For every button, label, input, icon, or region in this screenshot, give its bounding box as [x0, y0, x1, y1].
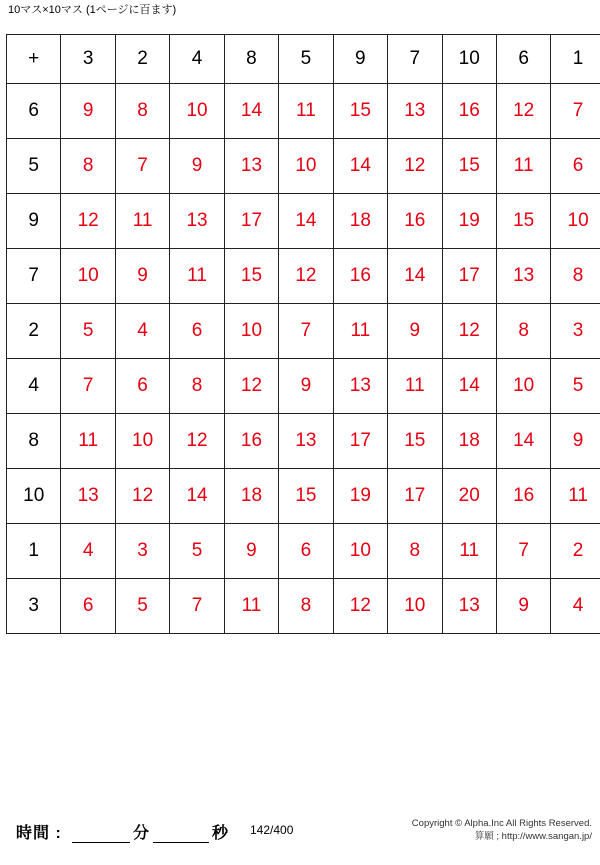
copyright-line-2: 算願 ; http://www.sangan.jp/ — [474, 830, 592, 842]
grid-table — [6, 34, 600, 634]
answer-cell: 13 — [224, 139, 278, 194]
answer-cell: 5 — [115, 579, 169, 634]
answer-cell: 13 — [279, 414, 333, 469]
answer-cell: 8 — [61, 139, 115, 194]
answer-cell: 15 — [279, 469, 333, 524]
table-row — [7, 249, 600, 304]
answer-cell: 17 — [442, 249, 496, 304]
answer-cell: 16 — [224, 414, 278, 469]
answer-cell: 4 — [551, 579, 600, 634]
row-header: 2 — [7, 304, 61, 359]
column-header: 10 — [442, 35, 496, 84]
answer-cell: 10 — [224, 304, 278, 359]
header-row — [7, 35, 600, 84]
answer-cell: 15 — [224, 249, 278, 304]
answer-cell: 13 — [333, 359, 387, 414]
column-header: 1 — [551, 35, 600, 84]
copyright-block — [412, 818, 592, 844]
row-header: 6 — [7, 84, 61, 139]
answer-cell: 13 — [442, 579, 496, 634]
table-row — [7, 359, 600, 414]
answer-cell: 11 — [442, 524, 496, 579]
answer-cell: 8 — [279, 579, 333, 634]
column-header: 2 — [115, 35, 169, 84]
operator-cell: + — [7, 35, 61, 84]
answer-cell: 17 — [388, 469, 442, 524]
page-number: 142/400 — [250, 823, 294, 837]
answer-cell: 5 — [551, 359, 600, 414]
answer-cell: 13 — [496, 249, 550, 304]
column-header: 9 — [333, 35, 387, 84]
answer-cell: 16 — [388, 194, 442, 249]
answer-cell: 9 — [61, 84, 115, 139]
answer-cell: 18 — [442, 414, 496, 469]
answer-cell: 10 — [170, 84, 224, 139]
column-header: 3 — [61, 35, 115, 84]
answer-cell: 12 — [61, 194, 115, 249]
answer-cell: 16 — [333, 249, 387, 304]
column-header: 6 — [496, 35, 550, 84]
answer-cell: 9 — [224, 524, 278, 579]
answer-cell: 14 — [224, 84, 278, 139]
grid-body — [7, 35, 600, 634]
answer-cell: 3 — [115, 524, 169, 579]
answer-cell: 8 — [551, 249, 600, 304]
row-header: 7 — [7, 249, 61, 304]
answer-cell: 17 — [224, 194, 278, 249]
answer-cell: 14 — [279, 194, 333, 249]
answer-cell: 8 — [170, 359, 224, 414]
answer-cell: 11 — [333, 304, 387, 359]
row-header: 3 — [7, 579, 61, 634]
answer-cell: 16 — [496, 469, 550, 524]
answer-cell: 9 — [279, 359, 333, 414]
answer-cell: 6 — [61, 579, 115, 634]
column-header: 4 — [170, 35, 224, 84]
answer-cell: 7 — [279, 304, 333, 359]
answer-cell: 9 — [496, 579, 550, 634]
answer-cell: 10 — [115, 414, 169, 469]
answer-cell: 10 — [388, 579, 442, 634]
answer-cell: 11 — [115, 194, 169, 249]
answer-cell: 4 — [61, 524, 115, 579]
answer-cell: 11 — [170, 249, 224, 304]
row-header: 10 — [7, 469, 61, 524]
answer-cell: 6 — [279, 524, 333, 579]
answer-cell: 14 — [388, 249, 442, 304]
answer-cell: 11 — [388, 359, 442, 414]
answer-cell: 7 — [115, 139, 169, 194]
sheet-title: 10マス×10マス (1ページに百ます) — [8, 4, 177, 16]
answer-cell: 5 — [170, 524, 224, 579]
answer-cell: 5 — [61, 304, 115, 359]
time-label: 時間 : — [16, 825, 62, 842]
answer-cell: 6 — [170, 304, 224, 359]
answer-cell: 2 — [551, 524, 600, 579]
table-row — [7, 194, 600, 249]
answer-cell: 12 — [388, 139, 442, 194]
column-header: 5 — [279, 35, 333, 84]
table-row — [7, 139, 600, 194]
row-header: 9 — [7, 194, 61, 249]
minutes-write-line — [72, 842, 130, 843]
table-row — [7, 469, 600, 524]
answer-cell: 11 — [279, 84, 333, 139]
answer-cell: 9 — [115, 249, 169, 304]
answer-cell: 6 — [115, 359, 169, 414]
answer-cell: 15 — [442, 139, 496, 194]
answer-cell: 19 — [442, 194, 496, 249]
answer-cell: 18 — [224, 469, 278, 524]
answer-cell: 9 — [551, 414, 600, 469]
answer-cell: 8 — [496, 304, 550, 359]
answer-cell: 13 — [61, 469, 115, 524]
answer-cell: 13 — [170, 194, 224, 249]
answer-cell: 15 — [333, 84, 387, 139]
answer-cell: 11 — [551, 469, 600, 524]
minutes-unit-label: 分 — [133, 825, 150, 842]
column-header: 8 — [224, 35, 278, 84]
answer-cell: 7 — [61, 359, 115, 414]
answer-cell: 20 — [442, 469, 496, 524]
page-footer — [0, 810, 600, 865]
answer-cell: 18 — [333, 194, 387, 249]
table-row — [7, 304, 600, 359]
table-row — [7, 524, 600, 579]
answer-cell: 17 — [333, 414, 387, 469]
answer-cell: 12 — [333, 579, 387, 634]
row-header: 4 — [7, 359, 61, 414]
seconds-unit-label: 秒 — [212, 825, 229, 842]
answer-cell: 12 — [115, 469, 169, 524]
answer-cell: 13 — [388, 84, 442, 139]
answer-cell: 11 — [61, 414, 115, 469]
answer-cell: 12 — [496, 84, 550, 139]
answer-cell: 19 — [333, 469, 387, 524]
answer-cell: 11 — [496, 139, 550, 194]
answer-cell: 12 — [224, 359, 278, 414]
answer-cell: 10 — [496, 359, 550, 414]
answer-cell: 9 — [388, 304, 442, 359]
answer-cell: 12 — [442, 304, 496, 359]
answer-cell: 14 — [333, 139, 387, 194]
row-header: 1 — [7, 524, 61, 579]
answer-cell: 12 — [170, 414, 224, 469]
answer-cell: 14 — [170, 469, 224, 524]
answer-cell: 10 — [551, 194, 600, 249]
answer-cell: 10 — [279, 139, 333, 194]
seconds-write-line — [153, 842, 209, 843]
answer-cell: 8 — [388, 524, 442, 579]
answer-cell: 15 — [388, 414, 442, 469]
table-row — [7, 84, 600, 139]
answer-cell: 15 — [496, 194, 550, 249]
row-header: 5 — [7, 139, 61, 194]
answer-cell: 6 — [551, 139, 600, 194]
answer-cell: 16 — [442, 84, 496, 139]
answer-cell: 11 — [224, 579, 278, 634]
column-header: 7 — [388, 35, 442, 84]
answer-cell: 7 — [496, 524, 550, 579]
hundred-square-grid — [6, 34, 594, 634]
answer-cell: 3 — [551, 304, 600, 359]
answer-cell: 14 — [442, 359, 496, 414]
table-row — [7, 414, 600, 469]
answer-cell: 10 — [61, 249, 115, 304]
answer-cell: 7 — [551, 84, 600, 139]
answer-cell: 10 — [333, 524, 387, 579]
answer-cell: 12 — [279, 249, 333, 304]
copyright-line-1: Copyright © Alpha.Inc All Rights Reserved. — [411, 818, 592, 829]
table-row — [7, 579, 600, 634]
answer-cell: 7 — [170, 579, 224, 634]
answer-cell: 14 — [496, 414, 550, 469]
row-header: 8 — [7, 414, 61, 469]
answer-cell: 9 — [170, 139, 224, 194]
answer-cell: 4 — [115, 304, 169, 359]
answer-cell: 8 — [115, 84, 169, 139]
